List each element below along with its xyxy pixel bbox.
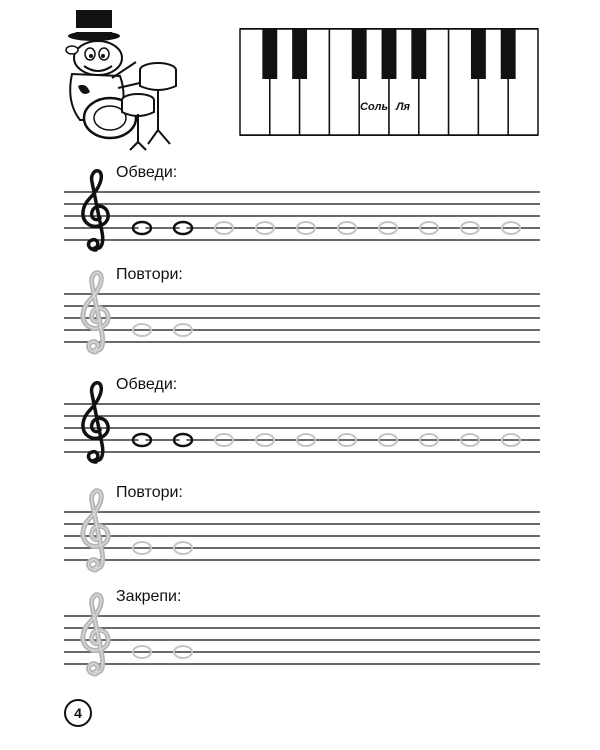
exercise-instruction: Обведи:	[116, 164, 178, 181]
black-key	[471, 29, 486, 79]
exercise-instruction: Закрепи:	[116, 588, 182, 605]
page-number: 4	[64, 699, 92, 727]
black-key	[262, 29, 277, 79]
key-label-sol: Соль	[360, 101, 389, 113]
black-key	[352, 29, 367, 79]
treble-clef-icon	[83, 273, 108, 352]
exercise-instruction: Повтори:	[116, 266, 183, 283]
exercise-instruction: Обведи:	[116, 376, 178, 393]
music-staff	[64, 606, 540, 676]
music-staff	[64, 502, 540, 572]
black-key	[411, 29, 426, 79]
black-key	[292, 29, 307, 79]
black-key	[382, 29, 397, 79]
treble-clef-icon	[83, 171, 108, 250]
treble-clef-icon	[83, 595, 108, 674]
music-staff	[64, 394, 540, 464]
key-label-la: Ля	[396, 101, 411, 113]
treble-clef-icon	[83, 491, 108, 570]
music-staff	[64, 182, 540, 252]
treble-clef-icon	[83, 383, 108, 462]
piano-keyboard	[240, 28, 538, 136]
exercise-instruction: Повтори:	[116, 484, 183, 501]
black-key	[501, 29, 516, 79]
cartoon-cow-drummer-icon	[52, 2, 202, 152]
music-staff	[64, 284, 540, 354]
